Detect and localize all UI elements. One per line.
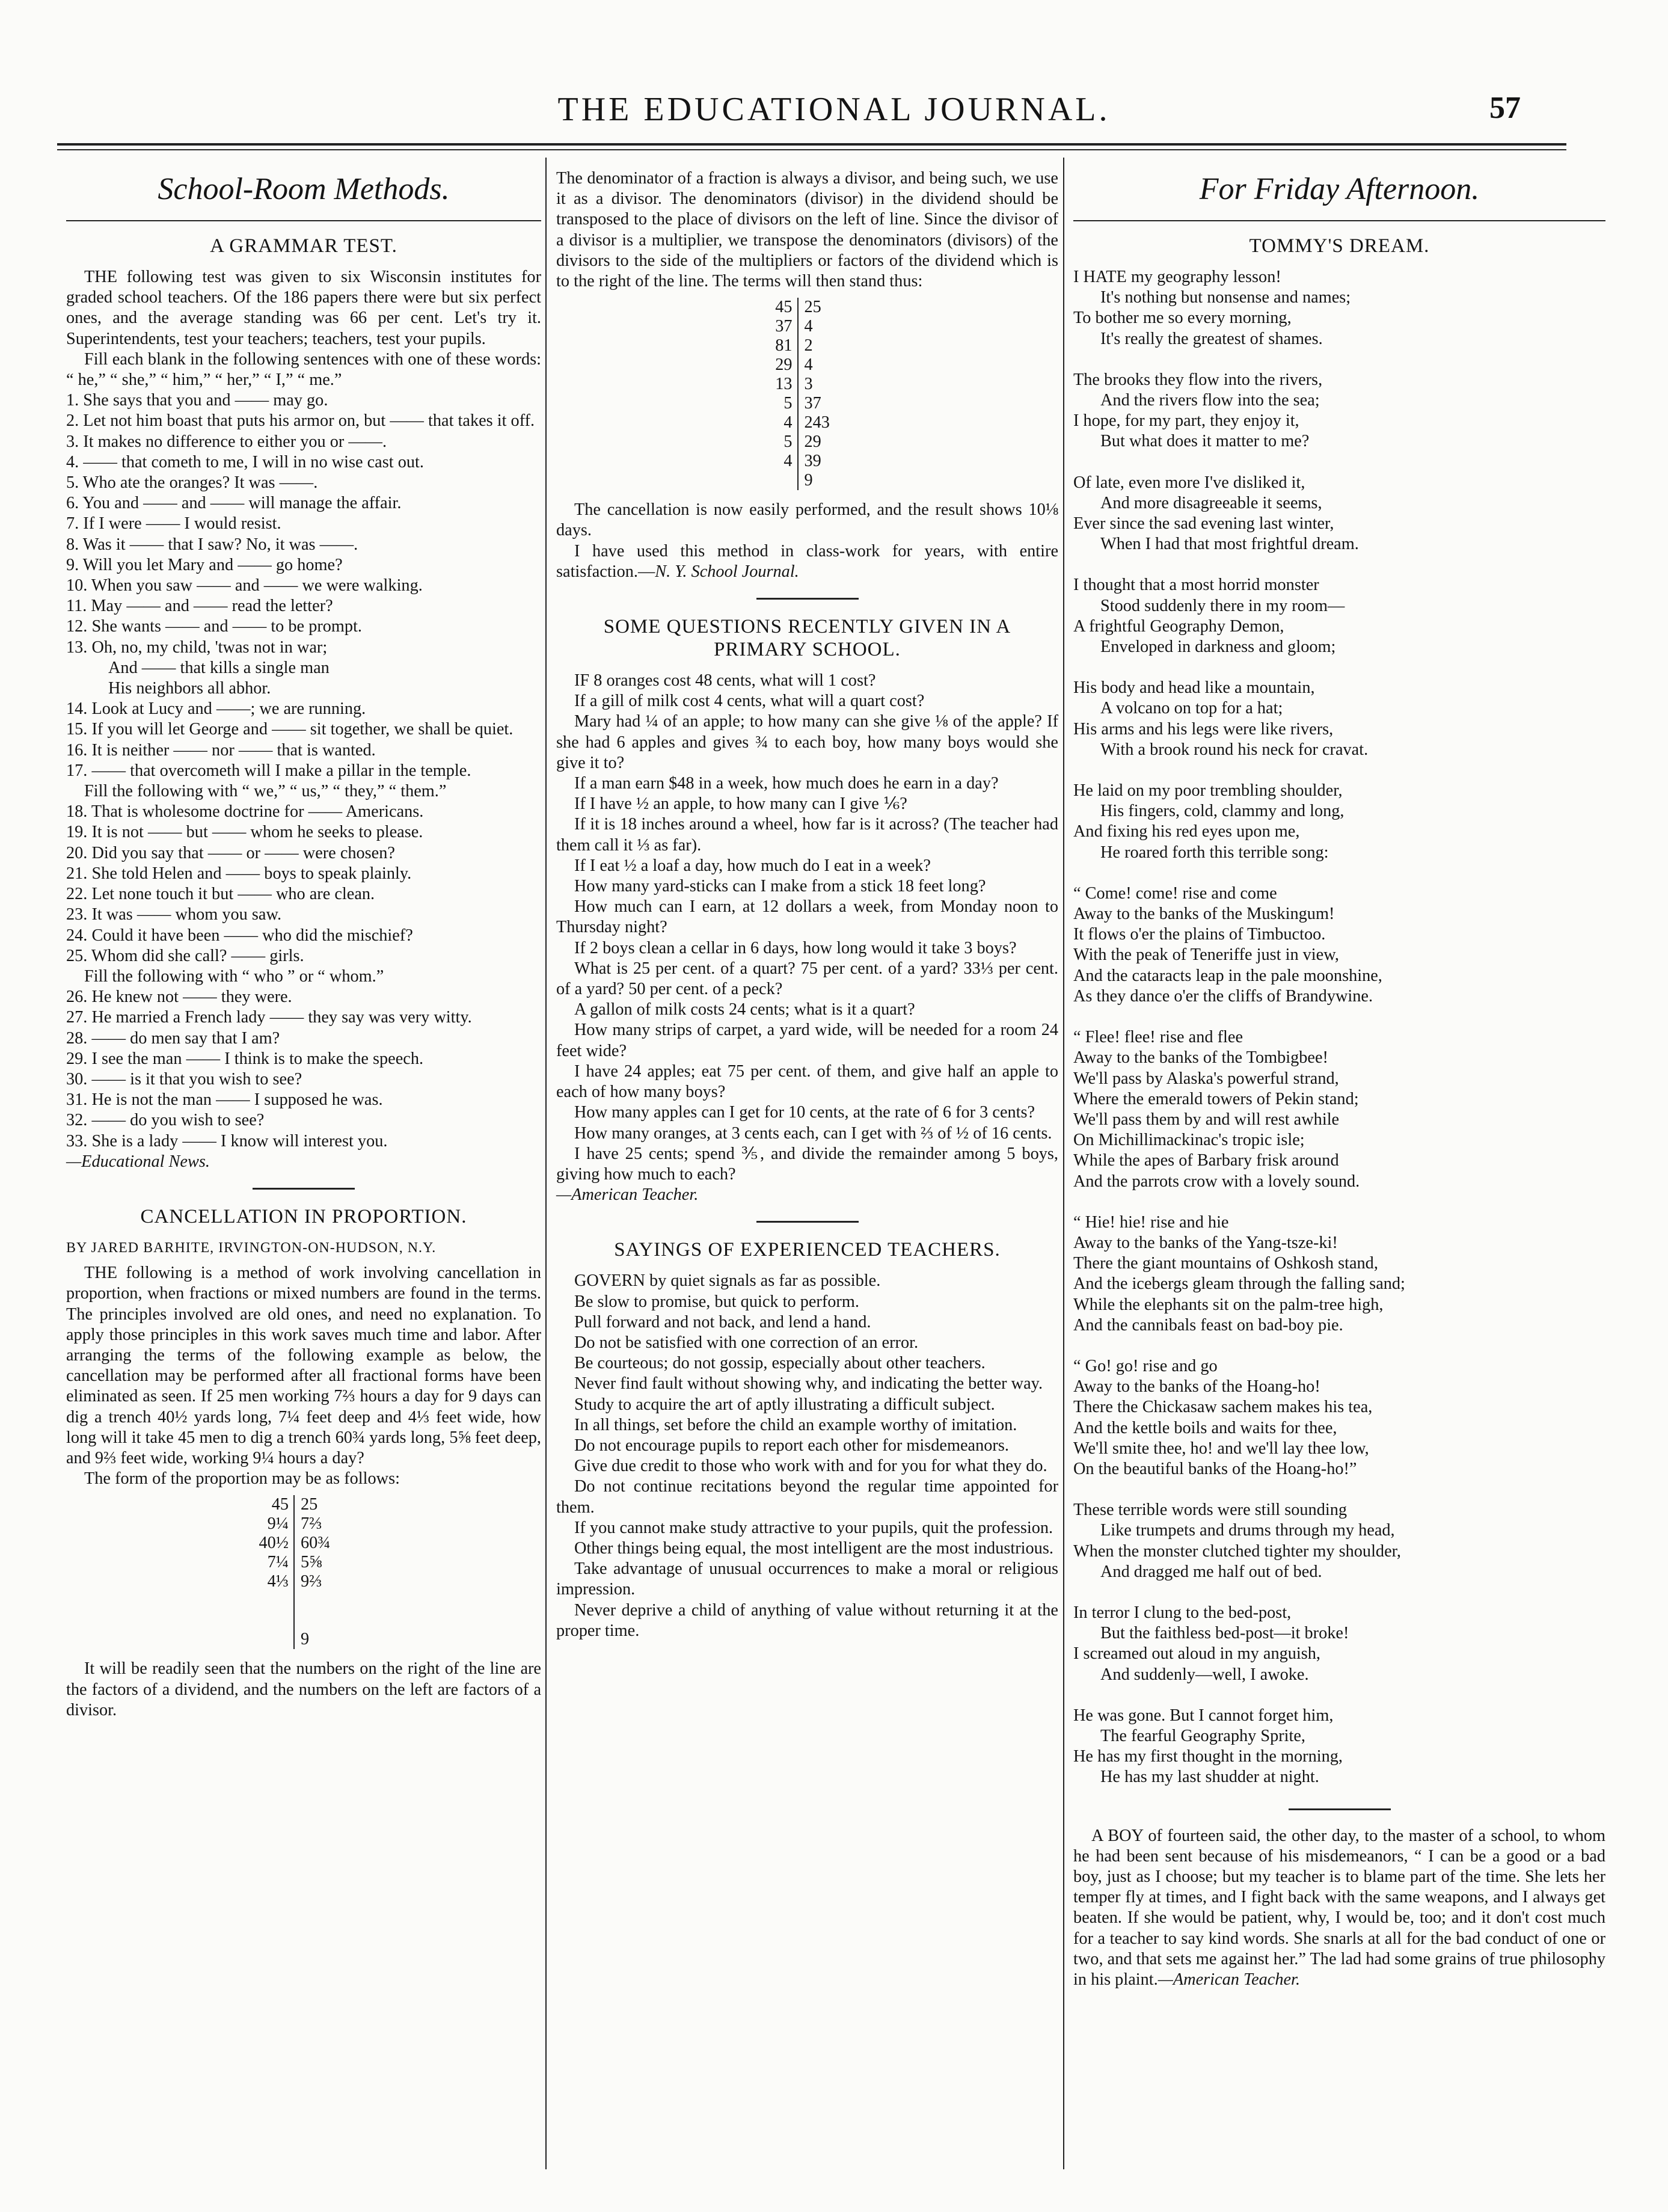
header-rule [57,143,1566,146]
poem-line: I thought that a most horrid monster [1073,576,1319,595]
saying-item: Be courteous; do not gossip, especially about other teachers. [574,1354,986,1373]
saying-item: If you cannot make study attractive to your pupils, quit the profession. [574,1518,1053,1537]
poem-line: “ Come! come! rise and come [1073,883,1277,903]
poem-line: Where the emerald towers of Pekin stand; [1073,1089,1359,1108]
question-item: 11. May —— and —— read the letter? [66,597,333,616]
poem-stanza [1073,473,1605,555]
article-title: CANCELLATION IN PROPORTION. [140,1205,467,1227]
poem-line: A frightful Geography Demon, [1073,616,1284,636]
column-middle [556,168,1058,1641]
poem-line: And more disagreeable it seems, [1100,493,1322,512]
table-cell: 7⅔ [301,1514,322,1534]
saying-item: Never find fault without showing why, and indicating the better way. [574,1374,1043,1393]
poem-stanza [1073,1706,1605,1788]
poem-line: I HATE my geography lesson! [1073,268,1281,286]
question-item: 24. Could it have been —— who did the mischief? [66,926,413,945]
poem-line: Of late, even more I've disliked it, [1073,473,1305,492]
paragraph [1073,1826,1605,1991]
instruction: Fill the following with “ who ” or “ whom.” [84,966,384,986]
section-heading: For Friday Afternoon. [1199,172,1480,206]
saying-item: Give due credit to those who work with and for you for what they do. [574,1457,1047,1476]
question-item: 15. If you will let George and —— sit together, we shall be quiet. [66,720,514,739]
table-cell: 9 [301,1630,310,1649]
question-item: I have 25 cents; spend ⅗, and divide the remainder among 5 boys, giving how much to each? [556,1144,1058,1184]
poem-line: “ Flee! flee! rise and flee [1073,1028,1243,1047]
poem-stanza [1073,575,1605,657]
table-cell: 45 [775,298,793,317]
poem-line: He has my last shudder at night. [1100,1768,1319,1787]
table-cell: 29 [804,432,821,452]
table-right-column [799,298,853,490]
question-item: If a gill of milk cost 4 cents, what will a quart cost? [574,692,925,711]
poem-line: There the giant mountains of Oshkosh stand, [1073,1254,1378,1273]
table-cell: 39 [804,452,821,471]
separator-rule [253,1188,355,1190]
saying-item: Study to acquire the art of aptly illustrating a difficult subject. [574,1395,995,1414]
poem-line: Stood suddenly there in my room— [1100,596,1345,615]
paragraph: The form of the proportion may be as follows: [84,1469,400,1488]
saying-item: GOVERN by quiet signals as far as possible. [574,1271,881,1291]
table-cell [259,1630,289,1649]
poem-line: While the elephants sit on the palm-tree high, [1073,1295,1384,1314]
question-item: 23. It was —— whom you saw. [66,905,282,924]
poem-line: And the cannibals feast on bad-boy pie. [1073,1315,1343,1335]
table-cell: 2 [804,336,813,355]
poem-line: We'll smite thee, ho! and we'll lay thee low, [1073,1439,1369,1458]
question-item: 5. Who ate the oranges? It was ——. [66,473,318,493]
table-cell: 7¼ [267,1553,289,1572]
poem-line: His body and head like a mountain, [1073,678,1315,698]
question-item: If it is 18 inches around a wheel, how far is it across? (The teacher had them call it ⅓ as far). [556,815,1058,855]
poem-stanza [1073,1212,1605,1336]
question-item: 25. Whom did she call? —— girls. [66,946,304,965]
poem-line: And the cataracts leap in the pale moonshine, [1073,966,1382,985]
poem-stanza [1073,678,1605,760]
question-item: If 2 boys clean a cellar in 6 days, how long would it take 3 boys? [574,938,1017,957]
table-cell: 243 [804,413,830,432]
question-item: 6. You and —— and —— will manage the affair. [66,494,402,513]
table-cell: 13 [775,375,793,394]
question-item: 2. Let not him boast that puts his armor on, but —— that takes it off. [66,411,535,431]
source-credit: N. Y. School Journal. [655,562,799,581]
instruction: Fill the following with “ we,” “ us,” “ they,” “ them.” [84,782,447,801]
poem-line: His fingers, cold, clammy and long, [1100,802,1345,821]
table-cell: 5 [783,394,793,413]
table-cell: 3 [804,375,813,394]
poem-line: And the kettle boils and waits for thee, [1073,1418,1337,1437]
poem-line: We'll pass them by and will rest awhile [1073,1110,1340,1129]
poem-line: These terrible words were still sounding [1073,1501,1348,1520]
poem-line: Away to the banks of the Muskingum! [1073,905,1335,924]
paragraph [556,541,1058,582]
column-divider [1063,158,1064,2169]
table-cell [259,1611,289,1630]
question-item: 32. —— do you wish to see? [66,1111,265,1130]
poem-line: But the faithless bed-post—it broke! [1100,1624,1349,1643]
question-item: 33. She is a lady —— I know will interest you. [66,1131,388,1151]
table-cell: 9¼ [267,1514,289,1534]
poem-line: He roared forth this terrible song: [1100,843,1329,862]
byline: BY JARED BARHITE, IRVINGTON-ON-HUDSON, N.Y. [66,1240,437,1256]
poem-line: I hope, for my part, they enjoy it, [1073,411,1299,431]
poem-line: Ever since the sad evening last winter, [1073,514,1334,533]
table-cell: 5⅝ [301,1553,322,1572]
question-item: 21. She told Helen and —— boys to speak plainly. [66,864,412,883]
table-cell [259,1591,289,1611]
question-item: 3. It makes no difference to either you or ——. [66,432,387,451]
question-item: If a man earn $48 in a week, how much does he earn in a day? [574,774,999,793]
table-cell: 4⅓ [267,1572,289,1591]
poem-stanza [1073,370,1605,452]
question-item: How many strips of carpet, a yard wide, will be needed for a room 24 feet wide? [556,1021,1058,1060]
question-item: 16. It is neither —— nor —— that is wanted. [66,740,376,760]
table-cell [301,1611,349,1630]
poem-line: A volcano on top for a hat; [1100,699,1283,718]
saying-item: Take advantage of unusual occurrences to make a moral or religious impression. [556,1559,1058,1599]
saying-item: Do not continue recitations beyond the regular time appointed for them. [556,1477,1058,1517]
poem-stanza [1073,883,1605,1007]
poem-line: It flows o'er the plains of Timbuctoo. [1073,925,1326,944]
paragraph: It will be readily seen that the numbers on the right of the line are the factors of a dividend, and the numbers on the left are factors of a divisor. [66,1659,541,1719]
paragraph-text: I have used this method in class-work for years, with entire satisfaction.— [556,541,1058,581]
poem-line: To bother me so every morning, [1073,309,1292,328]
saying-item: Other things being equal, the most intelligent are the most industrious. [574,1538,1053,1558]
table-cell: 25 [804,298,821,317]
question-item: 31. He is not the man —— I supposed he was. [66,1090,383,1110]
paragraph-text: A BOY of fourteen said, the other day, to the master of a school, to whom he had been sent because of his misdemeanors, “ I can be a good or a bad boy, just as I choose; but my teacher is to blame part of the time. She lets her temper fly at times, and I fight back with the same weapons, and I always get beaten. If she would be patient, why, I would be, too; and it don't cost much for a teacher to say kind words. She snarls at all for the bad conduct of one or two, and that sets me against her.” The lad had some grains of true philosophy in his plaint. [1073,1826,1605,1989]
poem-line: And the rivers flow into the sea; [1100,391,1320,410]
poem-line: We'll pass by Alaska's powerful strand, [1073,1069,1339,1088]
page-header [0,90,1668,138]
poem-line: There the Chickasaw sachem makes his tea, [1073,1398,1373,1417]
table-cell: 29 [775,355,793,375]
saying-item: Be slow to promise, but quick to perform. [574,1292,859,1311]
poem-line: And suddenly—well, I awoke. [1100,1665,1309,1684]
question-item: 28. —— do men say that I am? [66,1028,280,1048]
poem-line: And the parrots crow with a lovely sound. [1073,1172,1360,1191]
question-item: 12. She wants —— and —— to be prompt. [66,617,363,636]
question-item: A gallon of milk costs 24 cents; what is it a quart? [574,1000,915,1019]
saying-item: Never deprive a child of anything of value without returning it at the proper time. [556,1600,1058,1640]
table-cell: 37 [804,394,821,413]
poem-stanza [1073,1500,1605,1582]
table-right-column [295,1495,349,1649]
poem-stanza [1073,267,1605,349]
question-item: 4. —— that cometh to me, I will in no wise cast out. [66,452,424,472]
poem-line: But what does it matter to me? [1100,432,1310,451]
separator-rule [756,1221,859,1223]
question-item: How much can I earn, at 12 dollars a week, from Monday noon to Thursday night? [556,897,1058,937]
poem-line: Like trumpets and drums through my head, [1100,1521,1395,1540]
poem-line: With the peak of Teneriffe just in view, [1073,945,1339,965]
separator-rule [756,598,859,600]
column-divider [545,158,547,2169]
question-item: If I have ½ an apple, to how many can I give ⅙? [574,794,907,814]
section-rule [66,220,541,221]
question-item: 30. —— is it that you wish to see? [66,1069,302,1089]
quote-line: And —— that kills a single man [108,658,330,677]
question-item: 9. Will you let Mary and —— go home? [66,555,343,574]
question-item: 20. Did you say that —— or —— were chosen? [66,843,395,862]
poem-line: And fixing his red eyes upon me, [1073,822,1300,841]
question-item: I have 24 apples; eat 75 per cent. of them, and give half an apple to each of how many boys? [556,1061,1058,1102]
question-list [66,987,541,1152]
column-right [1073,168,1605,1990]
article-title: SAYINGS OF EXPERIENCED TEACHERS. [614,1239,1001,1261]
poem-stanza [1073,1356,1605,1479]
header-rule-thin [57,149,1566,150]
table-cell: 4 [783,452,793,471]
source-credit: —American Teacher. [556,1185,699,1205]
table-cell: 81 [775,336,793,355]
article-title: A GRAMMAR TEST. [210,235,397,257]
paragraph: THE following is a method of work involving cancellation in proportion, when fractions or mixed numbers are found in the terms. The principles involved are old ones, and need no explanation. To apply those principles in this work saves much time and labor. After arranging the terms of the following example as below, the cancellation may be performed after all fractional forms have been eliminated as seen. If 25 men working 7⅔ hours a day for 9 days can dig a trench 40½ yards long, 7¼ feet deep and 4⅓ feet wide, how long will it take 45 men to dig a trench 60¾ yards long, 5⅝ feet deep, and 9⅔ feet wide, working 9¼ hours a day? [66,1264,541,1467]
paragraph: The cancellation is now easily performed, and the result shows 10⅛ days. [556,500,1058,540]
proportion-table [66,1495,541,1649]
poem-line: Enveloped in darkness and gloom; [1100,637,1336,657]
table-cell: 37 [775,317,793,336]
question-item: 19. It is not —— but —— whom he seeks to please. [66,823,423,842]
poem-line: Away to the banks of the Yang-tsze-ki! [1073,1233,1338,1252]
poem-stanza [1073,1603,1605,1685]
question-item: 26. He knew not —— they were. [66,988,292,1007]
question-item: 13. Oh, no, my child, 'twas not in war; [66,637,328,657]
question-item: 7. If I were —— I would resist. [66,514,281,533]
poem-line: The brooks they flow into the rivers, [1073,370,1323,389]
question-item: How many oranges, at 3 cents each, can I get with ⅔ of ½ of 16 cents. [574,1123,1052,1143]
poem-line: He laid on my poor trembling shoulder, [1073,781,1343,800]
page-number: 57 [1489,91,1521,125]
poem-line: He has my first thought in the morning, [1073,1747,1343,1766]
table-cell: 5 [783,432,793,452]
poem-line: “ Hie! hie! rise and hie [1073,1212,1229,1232]
section-rule [1073,220,1605,221]
question-item: 27. He married a French lady —— they say was very witty. [66,1008,472,1027]
saying-item: Do not be satisfied with one correction of an error. [574,1333,919,1352]
question-list [556,671,1058,1185]
question-item: Mary had ¼ of an apple; to how many can she give ⅛ of the apple? If she had 6 apples and gives ¾ to each boy, how many boys would she give it to? [556,712,1058,772]
table-left-column [762,298,799,490]
question-item: 10. When you saw —— and —— we were walking. [66,576,423,595]
table-cell: 9 [804,471,813,490]
poem-line: With a brook round his neck for cravat. [1100,740,1369,759]
table-cell: 45 [271,1495,289,1514]
poem-line: The fearful Geography Sprite, [1100,1726,1305,1745]
poem-line: When I had that most frightful dream. [1100,535,1359,554]
question-item: 22. Let none touch it but —— who are clean. [66,885,375,904]
saying-item: In all things, set before the child an example worthy of imitation. [574,1415,1017,1434]
cancellation-table [556,298,1058,490]
poem-line: And the icebergs gleam through the falling sand; [1073,1274,1405,1294]
saying-item: Pull forward and not back, and lend a hand. [574,1312,871,1332]
table-left-column [259,1495,295,1649]
poem-line: “ Go! go! rise and go [1073,1356,1218,1375]
poem-line: Away to the banks of the Hoang-ho! [1073,1377,1320,1396]
poem-line: It's really the greatest of shames. [1100,329,1323,348]
poem-line: While the apes of Barbary frisk around [1073,1151,1339,1170]
question-item: 1. She says that you and —— may go. [66,391,328,410]
table-cell: 4 [804,317,813,336]
poem-line: On Michillimackinac's tropic isle; [1073,1131,1305,1150]
poem-line: In terror I clung to the bed-post, [1073,1603,1292,1622]
table-cell: 4 [783,413,793,432]
poem-line: Away to the banks of the Tombigbee! [1073,1048,1328,1068]
question-item: 17. —— that overcometh will I make a pillar in the temple. [66,761,471,780]
sayings-list [556,1271,1058,1641]
journal-title: THE EDUCATIONAL JOURNAL. [557,91,1111,128]
poem-line: And dragged me half out of bed. [1100,1562,1322,1581]
instruction: Fill each blank in the following sentences with one of these words: “ he,” “ she,” “ him,” “ her,” “ I,” “ me.” [66,349,541,390]
poem-line: As they dance o'er the cliffs of Brandywine. [1073,986,1373,1006]
question-list [66,390,541,781]
question-item: IF 8 oranges cost 48 cents, what will 1 cost? [574,671,876,690]
table-cell: 4 [804,355,813,375]
saying-item: Do not encourage pupils to report each other for misdemeanors. [574,1436,1009,1455]
table-cell: 25 [301,1495,318,1514]
poem-line: His arms and his legs were like rivers, [1073,719,1334,739]
poem-line: When the monster clutched tighter my shoulder, [1073,1541,1402,1561]
question-item: If I eat ½ a loaf a day, how much do I eat in a week? [574,856,931,875]
question-item: 8. Was it —— that I saw? No, it was ——. [66,535,358,554]
source-credit: —Educational News. [66,1152,210,1171]
table-cell [301,1591,349,1611]
table-cell: 40½ [259,1534,289,1553]
poem-stanza [1073,781,1605,863]
separator-rule [1289,1808,1391,1810]
article-title: SOME QUESTIONS RECENTLY GIVEN IN A PRIMARY SCHOOL. [603,616,1011,661]
poem-stanza [1073,1027,1605,1192]
poem-line: It's nothing but nonsense and names; [1100,288,1351,307]
poem-line: On the beautiful banks of the Hoang-ho!” [1073,1459,1357,1478]
question-item: How many apples can I get for 10 cents, at the rate of 6 for 3 cents? [574,1103,1035,1122]
poem [1073,267,1605,1788]
question-item: 29. I see the man —— I think is to make the speech. [66,1049,424,1068]
poem-line: He was gone. But I cannot forget him, [1073,1706,1334,1725]
quote-line: His neighbors all abhor. [108,679,271,698]
question-item: What is 25 per cent. of a quart? 75 per cent. of a yard? 33⅓ per cent. of a yard? 50 per cent. of a peck? [556,959,1058,999]
table-cell: 60¾ [301,1534,331,1553]
question-item: 18. That is wholesome doctrine for —— Americans. [66,802,424,822]
poem-title: TOMMY'S DREAM. [1249,235,1430,257]
question-item: 14. Look at Lucy and ——; we are running. [66,699,366,719]
question-list [66,802,541,966]
poem-line: I screamed out aloud in my anguish, [1073,1644,1320,1664]
question-item: How many yard-sticks can I make from a stick 18 feet long? [574,877,986,896]
column-left [66,168,541,1721]
section-heading: School-Room Methods. [158,172,450,206]
paragraph: THE following test was given to six Wisconsin institutes for graded school teachers. Of the 186 papers there were but six perfect ones, and the average standing was 66 per cent. Let's try it. Superintendents, test your teachers; teachers, test your pupils. [66,268,541,348]
paragraph: The denominator of a fraction is always a divisor, and being such, we use it as a divisor. The denominators (divisor) in the dividend should be transposed to the place of divisors on the left of line. Since the divisor of a divisor is a multiplier, we transpose the denominators (divisors) of the divisors to the side of the multipliers or factors of the dividend which is to the right of the line. The terms will then stand thus: [556,169,1058,291]
source-credit: —American Teacher. [1157,1970,1301,1989]
table-cell: 9⅔ [301,1572,322,1591]
